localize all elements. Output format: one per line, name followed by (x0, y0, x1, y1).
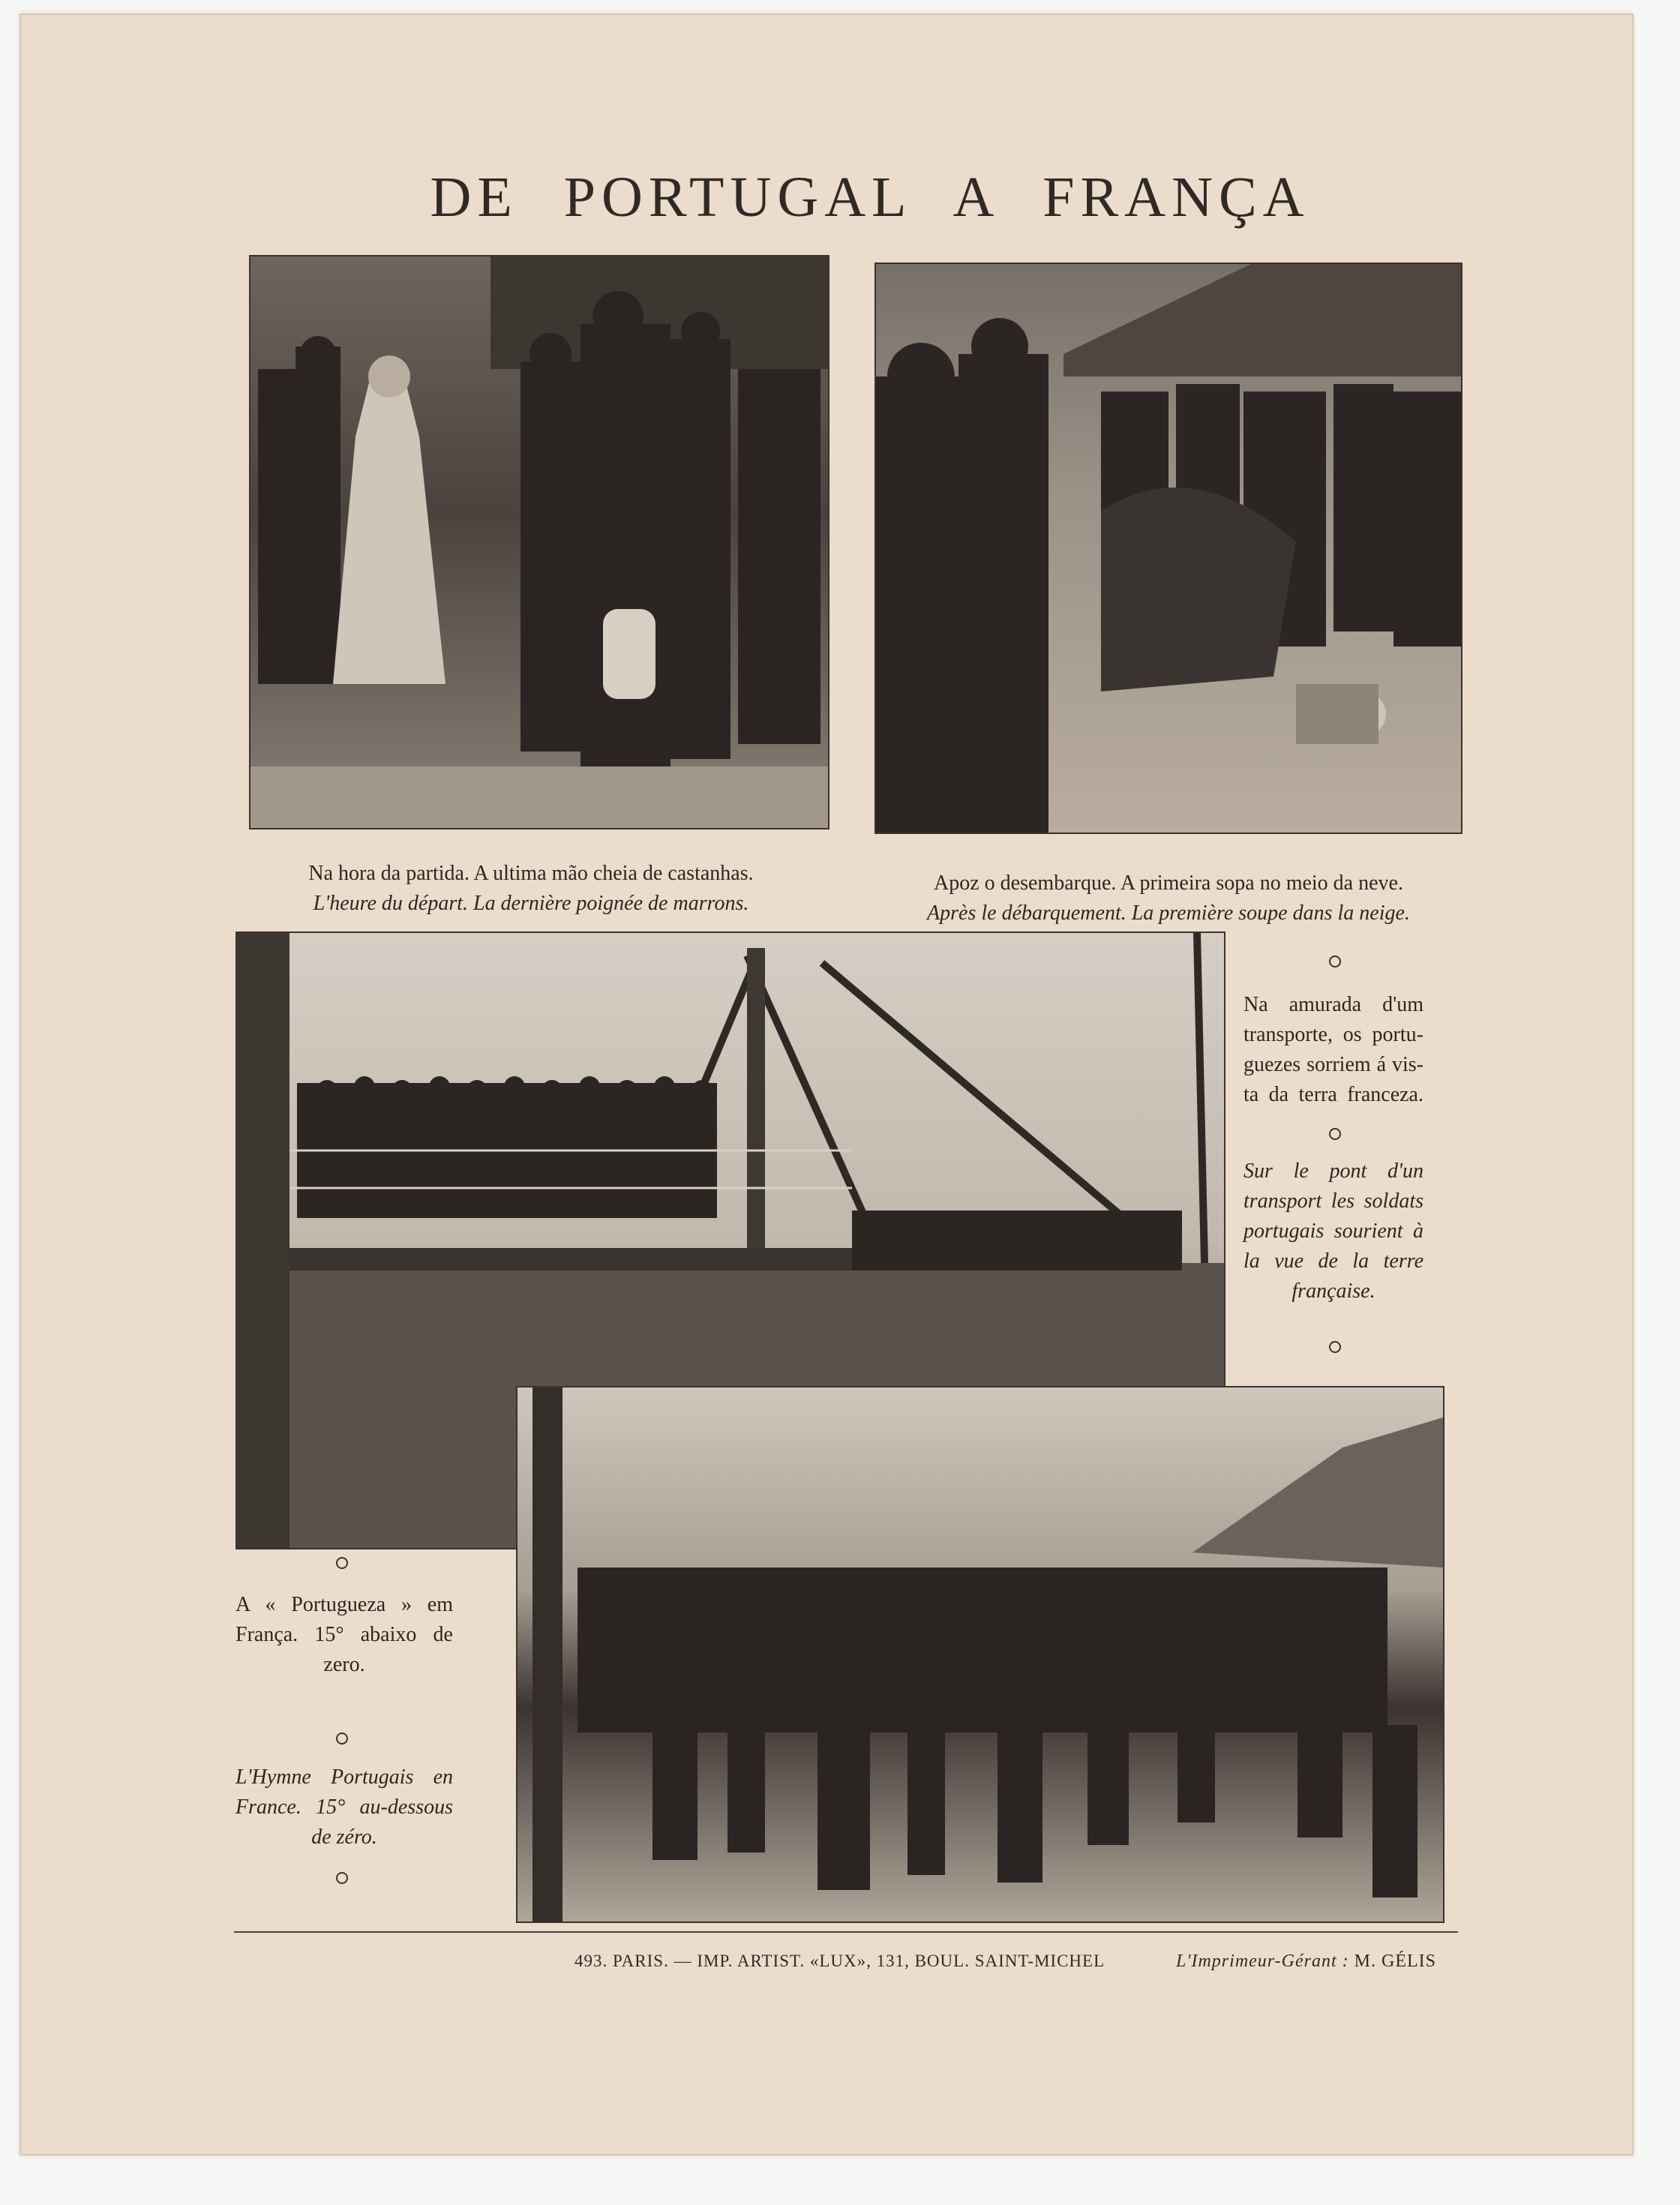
caption-soup-pt: Apoz o desembarque. A primeira sopa no meio da neve. (934, 872, 1403, 895)
caption-departure-pt: Na hora da partida. A ultima mão cheia de castanhas. (308, 862, 754, 885)
caption-hymn-fr-line: de zéro. (311, 1826, 377, 1849)
caption-ship-pt-line: ta da terra franceza. (1244, 1083, 1424, 1106)
caption-hymn-pt (236, 1590, 453, 1680)
photo-departure-chestnuts (249, 255, 830, 830)
ornament-ring-1 (1329, 956, 1341, 968)
caption-soup (876, 868, 1461, 928)
caption-ship-fr-line: Sur le pont d'un (1244, 1160, 1424, 1183)
caption-hymn-fr-line: L'Hymne Portugais en (236, 1766, 453, 1789)
caption-ship-pt-line: Na amurada d'um (1244, 993, 1424, 1016)
caption-departure (268, 859, 794, 919)
ornament-ring-4 (336, 1557, 348, 1569)
caption-ship-pt (1244, 990, 1424, 1110)
ornament-ring-5 (336, 1732, 348, 1744)
footer-printer-name: M. GÉLIS (1354, 1952, 1436, 1971)
ornament-ring-6 (336, 1872, 348, 1884)
footer-printer-label: L'Imprimeur-Gérant : (1176, 1952, 1349, 1971)
caption-ship-fr-line: portugais sourient à (1244, 1220, 1424, 1243)
caption-ship-fr-line: la vue de la terre (1244, 1250, 1424, 1273)
caption-soup-fr: Après le débarquement. La première soupe dans la neige. (927, 902, 1410, 925)
footer-rule (234, 1931, 1458, 1933)
caption-ship-fr-line: transport les soldats (1244, 1190, 1424, 1213)
caption-ship-pt-line: transporte, os portu- (1244, 1023, 1424, 1046)
caption-hymn-fr-line: France. 15° au-dessous (236, 1796, 453, 1819)
ornament-ring-2 (1329, 1128, 1341, 1140)
caption-ship-fr-line: française. (1292, 1280, 1376, 1303)
page-title: DE PORTUGAL A FRANÇA (430, 166, 1310, 229)
caption-ship-pt-line: guezes sorriem á vis- (1244, 1053, 1424, 1076)
caption-hymn-pt-line: zero. (323, 1653, 365, 1676)
caption-hymn-pt-line: A « Portugueza » em (236, 1593, 453, 1616)
photo-soup-in-snow (874, 262, 1462, 834)
ornament-ring-3 (1329, 1341, 1341, 1353)
page-sheet (20, 14, 1634, 2156)
caption-ship-fr (1244, 1156, 1424, 1306)
caption-hymn-fr (236, 1762, 453, 1852)
caption-hymn-pt-line: França. 15° abaixo de (236, 1623, 453, 1646)
footer-imprint: 493. PARIS. — IMP. ARTIST. «LUX», 131, BOUL. SAINT-MICHEL (574, 1952, 1106, 1970)
caption-departure-fr: L'heure du départ. La dernière poignée de marrons. (313, 892, 749, 915)
footer-printer (1176, 1952, 1436, 1972)
photo-march-in-snow (516, 1386, 1444, 1923)
